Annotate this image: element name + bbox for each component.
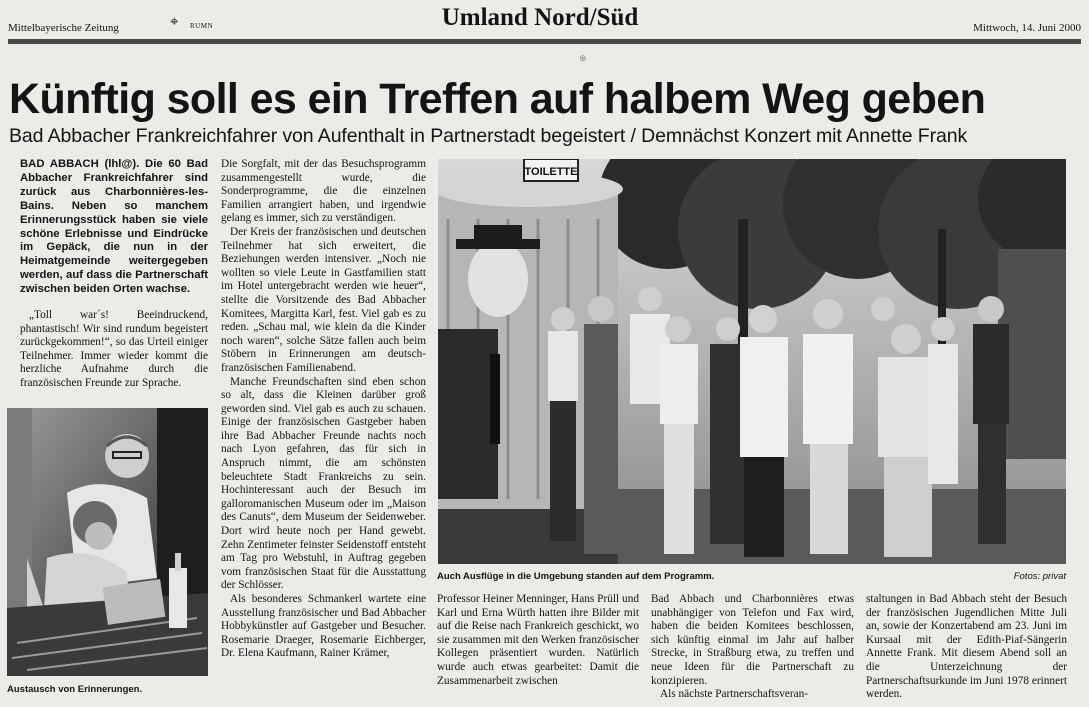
newspaper-name: Mittelbayerische Zeitung: [8, 22, 119, 34]
article-column-1: [20, 158, 208, 391]
crosshair-icon: ⌖: [170, 14, 179, 30]
region-label: RUMN: [190, 22, 214, 30]
headline: Künftig soll es ein Treffen auf halbem Weg geben: [9, 75, 986, 123]
article-column-3: [437, 593, 639, 688]
subheadline: Bad Abbacher Frankreichfahrer von Aufenthalt in Partnerstadt begeistert / Demnächst Konzert mit Annette Frank: [9, 125, 968, 147]
issue-date: Mittwoch, 14. Juni 2000: [973, 22, 1081, 34]
article-column-2: [221, 158, 426, 661]
body-paragraph: Die Sorgfalt, mit der das Besuchsprogramm zusammengestellt wurde, die Sonderprogramme, die die einzelnen Familien arrangiert haben, und irgendwie gelang es immer, sich zu verständigen.: [221, 158, 426, 225]
body-paragraph: Professor Heiner Menninger, Hans Prüll und Karl und Erna Würth hatten ihre Bilder mit auf die Reise nach Frankreich geschickt, wo sie zusammen mit den Werken französischer Kollegen präsentiert wurden. Natürlich wurde auch etwas gearbeitet: Damit die Zusammenarbeit zwischen: [437, 593, 639, 687]
section-title: Umland Nord/Süd: [441, 4, 639, 31]
photo-caption-main: Auch Ausflüge in die Umgebung standen auf dem Programm.: [437, 571, 715, 582]
body-paragraph: „Toll war´s! Beeindruckend, phantastisch! Wir sind rundum begeistert zurückgekommen!“, so das Urteil einiger Teilnehmer. Immer wieder kommt die herzliche Aufnahme durch die französischen Freunde zur Sprache.: [20, 309, 208, 390]
lead-paragraph: BAD ABBACH (lhl@). Die 60 Bad Abbacher Frankreichfahrer sind zurück aus Charbonnières-les-Bains. Neben so manchem Erinnerungsstück haben sie viele schöne Erlebnisse und Eindrücke im Gepäck, die nun in der Heimatgemeinde weitergegeben werden, auf dass die Partnerschaft zwischen beiden Orten wachse.: [20, 158, 208, 296]
body-paragraph: staltungen in Bad Abbach steht der Besuch der französischen Jugendlichen Mitte Juli an, sowie der Konzertabend am 23. Juni im Kursaal mit der Edith-Piaf-Sängerin Annette Frank. Mit diesem Abend soll an die Unterzeichnung der Partnerschaftsurkunde im Juni 1978 erinnert werden.: [866, 593, 1067, 701]
body-paragraph: Bad Abbach und Charbonnières etwas unabhängiger von Telefon und Fax wird, haben die beiden Komitees beschlossen, sich künftig einmal im Jahr auf halber Strecke, in Straßburg etwa, zu treffen und neue Ideen für die Partnerschaft zu konzipieren.: [651, 593, 854, 687]
header-rule: [8, 39, 1081, 44]
registration-mark-icon: ⊕: [579, 53, 587, 63]
photo-memories-exchange: [7, 408, 208, 676]
photo-credit: Fotos: privat: [1013, 571, 1066, 582]
body-paragraph: Als besonderes Schmankerl wartete eine Ausstellung französischer und Bad Abbacher Hobbykünstler auf Gastgeber und Besucher. Rosemarie Draeger, Rosemarie Eichberger, Dr. Elena Kaufmann, Rainer Krämer,: [221, 593, 426, 660]
body-paragraph: Manche Freundschaften sind eben schon so alt, dass die Kleinen darüber groß geworden sind. Viel gab es auch zu schauen. Einige der französischen Gastgeber haben ihre Bad Abbacher Freunde nachts noch nach Lyon gefahren, das für sich in Anspruch nimmt, die am schönsten beleuchtete Stadt Frankreichs zu sein. Hochinteressant auch der Besuch im galloromanischen Museum oder im „Maison des Canuts“, dem Museum der Seidenweber. Dort wird heute noch per Hand gewebt. Zehn Zentimeter feinster Seidenstoff entsteht am Tag pro Webstuhl, in Auftrag gegeben vom französischen Staat für die Ausstattung der Schlösser.: [221, 375, 426, 592]
photo-caption-left: Austausch von Erinnerungen.: [7, 684, 143, 695]
article-column-5: [866, 593, 1067, 702]
body-paragraph: Der Kreis der französischen und deutschen Teilnehmer hat sich erweitert, die Beziehungen werden intensiver. „Noch nie wollten so viele Leute in Gastfamilien statt im Hotel untergebracht werden wie heuer“, stellte die Vorsitzende des Bad Abbacher Komitees, Margitta Karl, fest. Viel gab es zu reden. „Schau mal, wie klein da die Kinder noch waren“, solche Sätze fallen auch beim Stöbern in Erinnerungen am deutsch-französischen Familienabend.: [221, 225, 426, 374]
article-column-4: [651, 593, 854, 702]
toilet-sign-label: TOILETTE: [524, 166, 578, 178]
photo-group-excursion: [438, 159, 1066, 564]
body-paragraph: Als nächste Partnerschaftsveran-: [660, 688, 809, 701]
